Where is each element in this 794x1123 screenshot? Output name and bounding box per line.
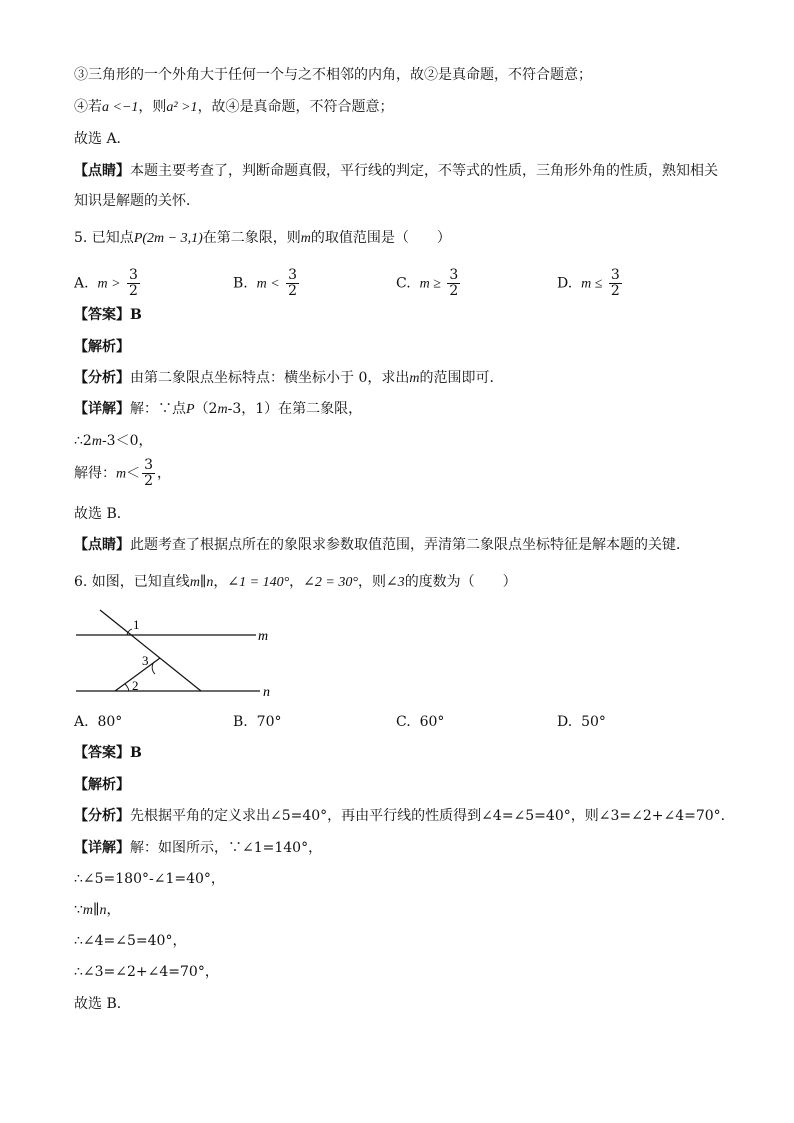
transversal [100, 610, 201, 691]
analysis-label: 【解析】 [74, 777, 130, 793]
text-line: ③三角形的一个外角大于任何一个与之不相邻的内角，故②是真命题，不符合题意； [74, 67, 592, 83]
text-line: 故选 B． [74, 506, 131, 522]
text-line: ∵m∥n， [74, 902, 121, 918]
option-c: C. m ≥ $\frac{3}{2}$ [396, 267, 459, 299]
geometry-figure [70, 604, 290, 700]
fraction: $\frac{3}{2}$ [144, 457, 154, 489]
text-line: 【详解】解：∵点P（2m-3，1）在第二象限， [74, 401, 363, 417]
text-line: 【详解】解：如图所示，∵∠1=140°， [74, 840, 323, 856]
text-line: 解得：m＜ $\frac{3}{2}$ ， [74, 457, 172, 489]
text-line: ∴2m-3＜0， [74, 433, 153, 449]
label-1: 1 [133, 617, 140, 632]
label-3: 3 [142, 653, 149, 668]
text-line: 知识是解题的关怀． [74, 193, 200, 209]
fraction: $\frac{3}{2}$ [449, 267, 459, 299]
angle-arc-2 [125, 684, 129, 691]
option-b: B. m < $\frac{3}{2}$ [233, 267, 298, 299]
option-a: A. 80° [74, 714, 123, 730]
question-6: 6. 如图，已知直线m∥n，∠1 = 140°，∠2 = 30°，则∠3的度数为（ ） [74, 574, 517, 590]
angle-arc-3 [152, 662, 155, 674]
text-line: ∴∠4=∠5=40°， [74, 933, 187, 949]
text-line: ∴∠3=∠2+∠4=70°， [74, 964, 219, 980]
option-c: C. 60° [396, 714, 445, 730]
text-line: 故选 B． [74, 996, 131, 1012]
label-2: 2 [132, 678, 139, 693]
label-n: n [263, 685, 270, 700]
section-tag: 【点睛】 [74, 163, 130, 179]
text-line: 【点睛】本题主要考查了，判断命题真假，平行线的判定，不等式的性质，三角形外角的性质，熟知相关 [74, 163, 718, 179]
label-m: m [258, 629, 269, 644]
fraction: $\frac{3}{2}$ [610, 267, 620, 299]
text-line: ∴∠5=180°-∠1=40°， [74, 871, 225, 887]
option-a: A. m > $\frac{3}{2}$ [74, 267, 138, 299]
text-line: 【分析】由第二象限点坐标特点：横坐标小于 0，求出m的范围即可． [74, 370, 504, 386]
question-5: 5. 已知点P(2m − 3,1)在第二象限，则m的取值范围是（ ） [74, 230, 451, 246]
text-line: 【分析】先根据平角的定义求出∠5=40°，再由平行线的性质得到∠4=∠5=40°，则∠3=∠2+∠4=70°. [74, 808, 726, 824]
option-d: D. m ≤ $\frac{3}{2}$ [557, 267, 620, 299]
option-d: D. 50° [557, 714, 606, 730]
option-b: B. 70° [233, 714, 282, 730]
text-line: 【点睛】此题考查了根据点所在的象限求参数取值范围，弄清第二象限点坐标特征是解本题的关键． [74, 537, 690, 553]
answer-label: 【答案】B [74, 307, 142, 323]
analysis-label: 【解析】 [74, 339, 130, 355]
fraction: $\frac{3}{2}$ [128, 267, 138, 299]
text-line: 故选 A． [74, 131, 131, 147]
answer-label: 【答案】B [74, 745, 142, 761]
text-line: ④若a <−1，则a² >1，故④是真命题，不符合题意； [74, 99, 394, 115]
fraction: $\frac{3}{2}$ [288, 267, 298, 299]
